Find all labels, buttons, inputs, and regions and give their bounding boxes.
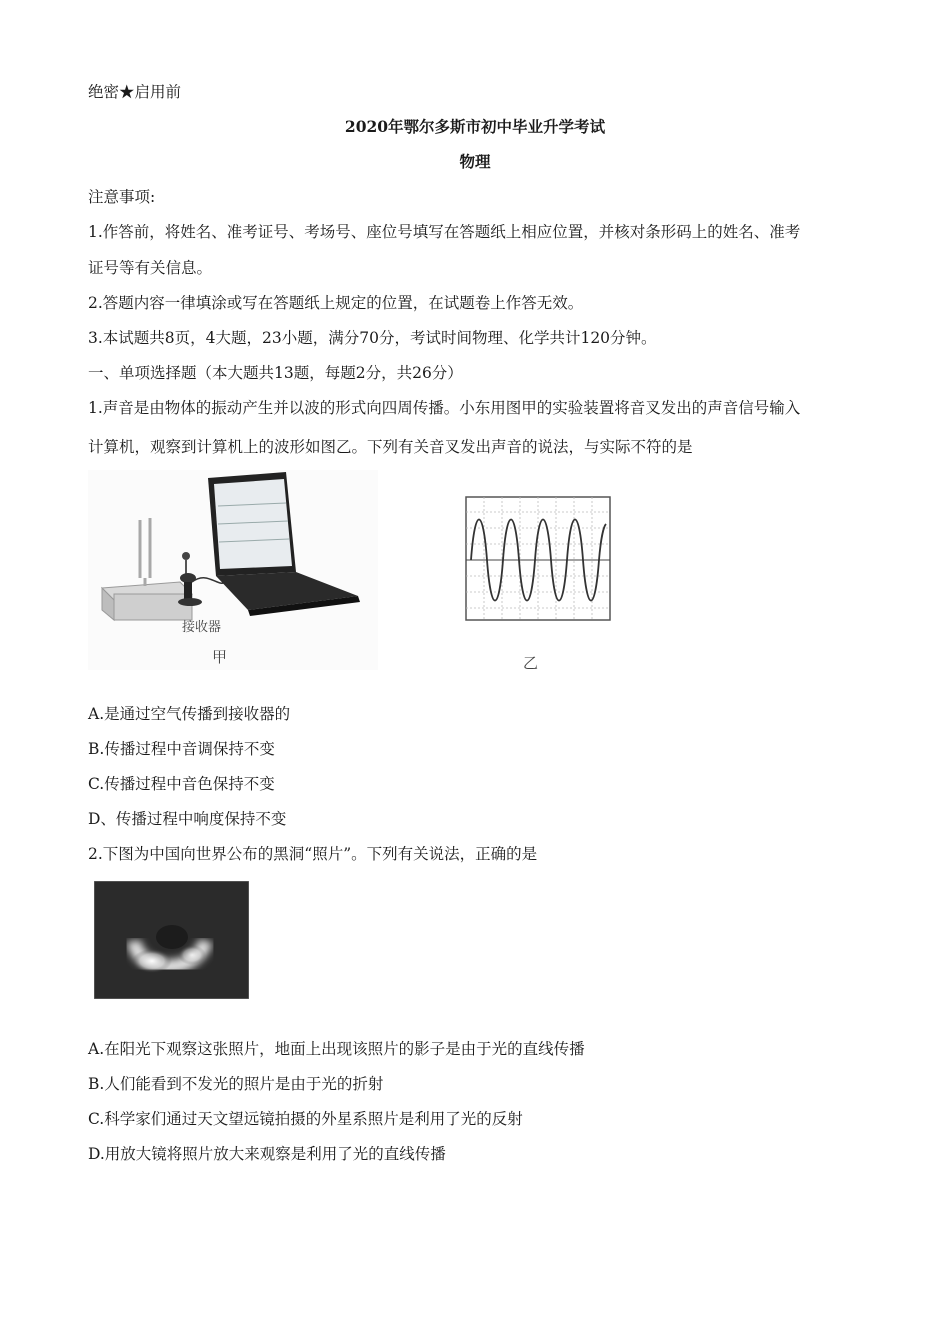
question-2-option-a: A.在阳光下观察这张照片，地面上出现该照片的影子是由于光的直线传播 (88, 1040, 585, 1058)
apparatus-illustration (88, 470, 378, 670)
question-1-option-b: B.传播过程中音调保持不变 (88, 740, 275, 758)
subject-title: 物理 (459, 152, 491, 171)
secret-mark: 绝密★启用前 (88, 83, 182, 101)
receiver-label: 接收器 (182, 620, 222, 635)
question-1-option-d: D、传播过程中响度保持不变 (88, 810, 287, 828)
exam-title: 2020年鄂尔多斯市初中毕业升学考试 (344, 117, 606, 136)
notes-heading: 注意事项: (88, 188, 156, 206)
question-2-option-c: C.科学家们通过天文望远镜拍摄的外星系照片是利用了光的反射 (88, 1110, 523, 1128)
black-hole-photo (94, 881, 249, 999)
black-hole-image (94, 881, 249, 999)
waveform-plot (465, 496, 615, 626)
figure-yi-caption: 乙 (523, 654, 539, 672)
question-2-option-b: B.人们能看到不发光的照片是由于光的折射 (88, 1075, 384, 1093)
figure-jia-apparatus (88, 470, 378, 670)
figure-jia-caption: 甲 (212, 648, 228, 666)
question-1-stem-line-2: 计算机，观察到计算机上的波形如图乙。下列有关音叉发出声音的说法，与实际不符的是 (88, 438, 693, 456)
notes-item-2: 2.答题内容一律填涂或写在答题纸上规定的位置，在试题卷上作答无效。 (88, 294, 584, 312)
section-1-heading: 一、单项选择题（本大题共13题，每题2分，共26分） (88, 364, 463, 382)
question-2-stem: 2.下图为中国向世界公布的黑洞“照片”。下列有关说法，正确的是 (88, 845, 538, 863)
notes-item-1-line-1: 1.作答前，将姓名、准考证号、考场号、座位号填写在答题纸上相应位置，并核对条形码上的姓名、准考 (88, 223, 801, 241)
notes-item-3: 3.本试题共8页，4大题，23小题，满分70分，考试时间物理、化学共计120分钟。 (88, 329, 657, 347)
question-1-option-c: C.传播过程中音色保持不变 (88, 775, 275, 793)
question-2-option-d: D.用放大镜将照片放大来观察是利用了光的直线传播 (88, 1145, 446, 1163)
figure-yi-waveform (465, 496, 615, 676)
question-1-stem-line-1: 1.声音是由物体的振动产生并以波的形式向四周传播。小东用图甲的实验装置将音叉发出的声音信号输入 (88, 399, 801, 417)
notes-item-1-line-2: 证号等有关信息。 (88, 259, 213, 277)
question-1-option-a: A.是通过空气传播到接收器的 (88, 705, 291, 723)
